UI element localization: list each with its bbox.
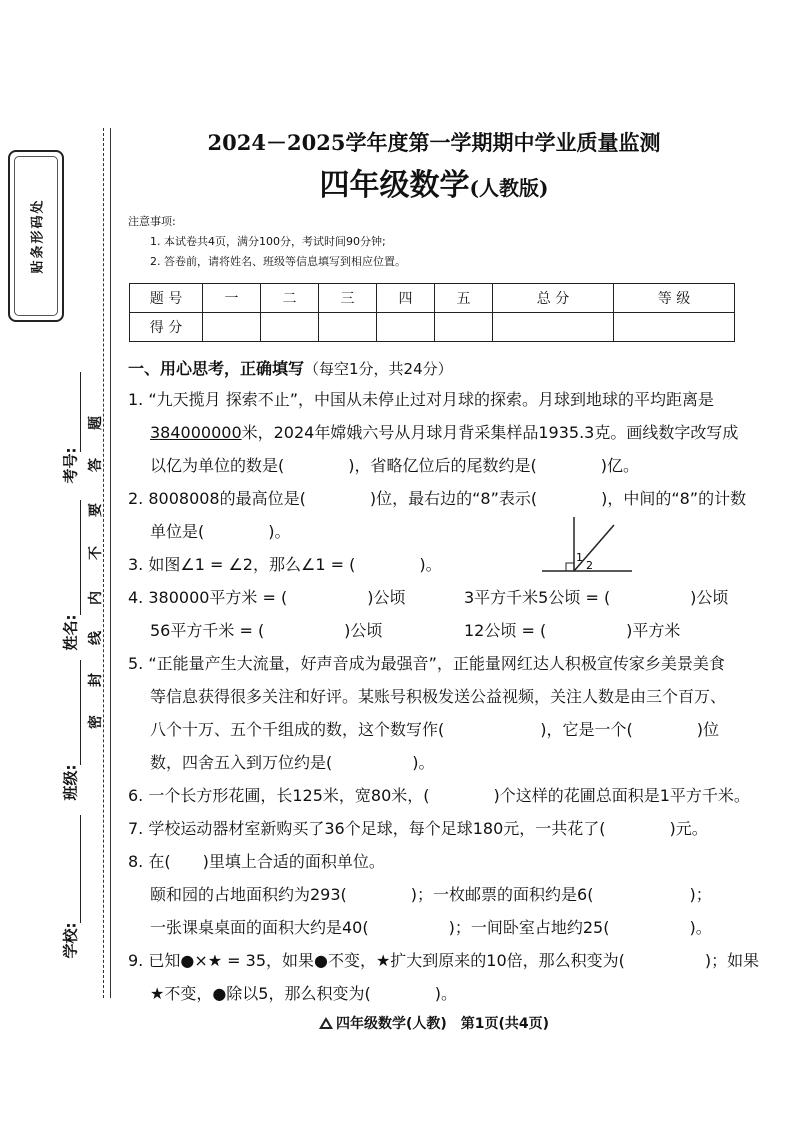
score-cell[interactable] — [203, 313, 261, 342]
notes-heading: 注意事项: — [128, 215, 176, 228]
section-1-title: 一、用心思考，正确填写（每空1分，共24分） — [128, 359, 453, 378]
question-2: 2. 8008008的最高位是( )位，最右边的“8”表示( )，中间的“8”的计数 — [128, 489, 747, 508]
question-5-line4: 数，四舍五入到万位约是( )。 — [150, 753, 435, 772]
edition-label: (人教版) — [469, 176, 549, 200]
section-1-subtitle: （每空1分，共24分） — [304, 360, 453, 378]
question-6: 6. 一个长方形花圃，长125米，宽80米，( )个这样的花圃总面积是1平方千米。 — [128, 786, 750, 805]
score-header-cell: 一 — [203, 284, 261, 313]
question-3: 3. 如图∠1 = ∠2，那么∠1 = ( )。 — [128, 555, 442, 574]
score-header-cell: 二 — [261, 284, 319, 313]
question-4b: 3平方千米5公顷 = ( )公顷 — [464, 588, 729, 607]
underlined-number: 384000000 — [150, 423, 242, 442]
score-header-cell: 题 号 — [130, 284, 203, 313]
barcode-label: 贴条形码处 — [30, 198, 46, 274]
question-9-line2: ★不变，●除以5，那么积变为( )。 — [150, 984, 457, 1003]
score-cell[interactable] — [377, 313, 435, 342]
score-cell[interactable] — [493, 313, 614, 342]
score-header-cell: 总 分 — [493, 284, 614, 313]
subject-name: 四年级数学 — [319, 168, 470, 203]
seal-solid-line — [110, 128, 111, 998]
score-row-label: 得 分 — [130, 313, 203, 342]
question-8: 8. 在( )里填上合适的面积单位。 — [128, 852, 385, 871]
seal-char: 内 — [88, 591, 104, 605]
score-cell[interactable] — [319, 313, 377, 342]
score-cell[interactable] — [435, 313, 493, 342]
angle-label-2: 2 — [586, 559, 593, 572]
field-label-school: 学校: — [61, 922, 80, 959]
question-8-line2: 颐和园的占地面积约为293( )；一枚邮票的面积约是6( )； — [150, 885, 712, 904]
question-4c: 56平方千米 = ( )公顷 — [150, 621, 383, 640]
score-cell[interactable] — [261, 313, 319, 342]
seal-dashed-line — [103, 128, 104, 998]
field-line-class[interactable] — [80, 660, 81, 765]
seal-char: 封 — [88, 673, 104, 687]
seal-char: 密 — [88, 715, 104, 729]
barcode-area — [8, 150, 64, 322]
seal-char: 答 — [88, 458, 104, 472]
seal-char: 线 — [88, 631, 104, 645]
score-table-header-row — [130, 284, 735, 313]
score-table-score-row — [130, 313, 735, 342]
field-line-name[interactable] — [80, 500, 81, 615]
field-line-school[interactable] — [80, 815, 81, 923]
question-1: 1. “九天揽月 探索不止”，中国从未停止过对月球的探索。月球到地球的平均距离是 — [128, 390, 715, 409]
question-7: 7. 学校运动器材室新购买了36个足球，每个足球180元，一共花了( )元。 — [128, 819, 708, 838]
notes-block — [128, 212, 406, 272]
question-2-line2: 单位是( )。 — [150, 522, 291, 541]
seal-char: 题 — [88, 416, 104, 430]
angle-figure — [542, 515, 632, 575]
score-table — [129, 283, 735, 342]
footer-text: 四年级数学(人教) 第1页(共4页) — [335, 1016, 550, 1032]
note-item: 2. 答卷前，请将姓名、班级等信息填写到相应位置。 — [150, 255, 406, 268]
field-line-exam-no[interactable] — [80, 372, 81, 452]
score-header-cell: 四 — [377, 284, 435, 313]
field-label-exam-no: 考号: — [61, 447, 80, 484]
seal-char: 不 — [88, 546, 104, 560]
score-header-cell: 五 — [435, 284, 493, 313]
exam-subject-title — [124, 160, 744, 204]
score-header-cell: 三 — [319, 284, 377, 313]
score-cell[interactable] — [613, 313, 734, 342]
publisher-logo-icon — [319, 1017, 333, 1029]
question-4a: 4. 380000平方米 = ( )公顷 — [128, 588, 406, 607]
question-5-line3: 八个十万、五个千组成的数，这个数写作( )，它是一个( )位 — [150, 720, 719, 739]
question-8-line3: 一张课桌桌面的面积大约是40( )；一间卧室占地约25( )。 — [150, 918, 712, 937]
score-header-cell: 等 级 — [613, 284, 734, 313]
question-1-line3: 以亿为单位的数是( )，省略亿位后的尾数约是( )亿。 — [150, 456, 639, 475]
binding-sidebar — [0, 0, 118, 1123]
field-label-class: 班级: — [61, 764, 80, 801]
question-4d: 12公顷 = ( )平方米 — [464, 621, 681, 640]
question-5: 5. “正能量产生大流量，好声音成为最强音”，正能量网红达人积极宣传家乡美景美食 — [128, 654, 725, 673]
seal-char: 要 — [88, 503, 104, 517]
question-1-line2: 384000000米，2024年嫦娥六号从月球月背采集样品1935.3克。画线数字改写成 — [150, 423, 739, 442]
angle-label-1: 1 — [576, 551, 583, 564]
question-9: 9. 已知●×★ = 35，如果●不变，★扩大到原来的10倍，那么积变为( )；如果 — [128, 951, 760, 970]
field-label-name: 姓名: — [61, 614, 80, 651]
page-footer — [124, 1013, 744, 1033]
question-5-line2: 等信息获得很多关注和好评。某账号积极发送公益视频，关注人数是由三个百万、 — [150, 687, 727, 706]
exam-title: 2024－2025学年度第一学期期中学业质量监测 — [207, 130, 661, 155]
note-item: 1. 本试卷共4页，满分100分，考试时间90分钟; — [150, 235, 386, 248]
